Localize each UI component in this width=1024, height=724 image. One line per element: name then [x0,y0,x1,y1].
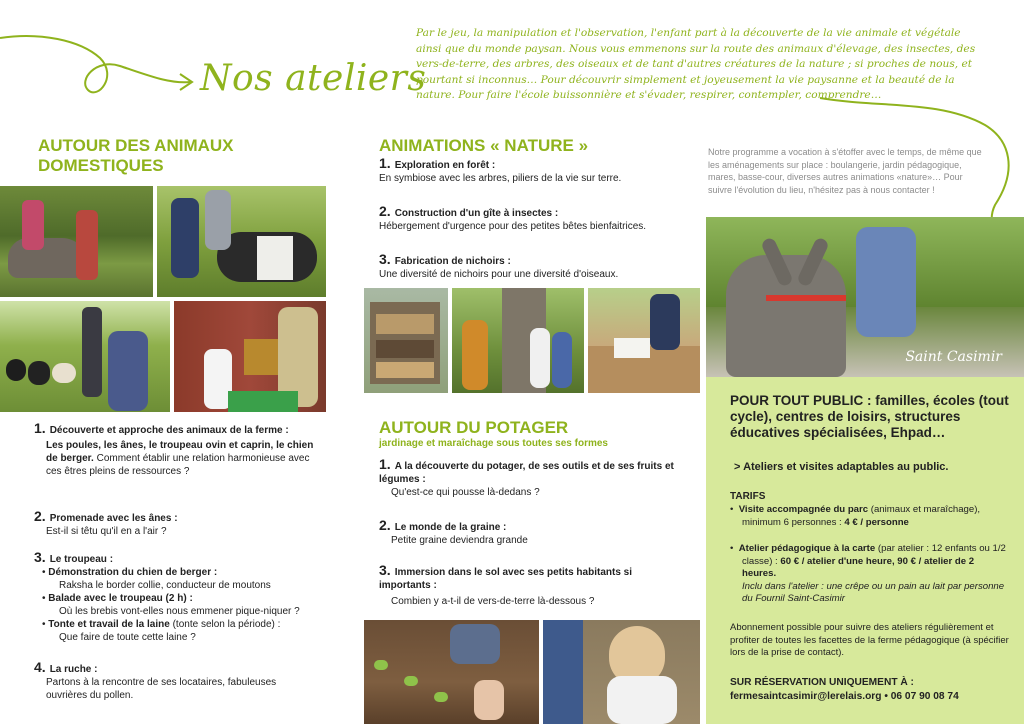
nature-heading: ANIMATIONS « NATURE » [379,136,589,155]
item-number: 2. [379,203,391,219]
tarif-title: Atelier pédagogique à la carte [738,543,876,554]
item-text: Comment établir une relation harmonieuse avec ces êtres pleins de ressources ? [46,453,310,477]
tarif-text: (par atelier : 12 enfants ou 1/2 classe) : [742,543,1006,567]
potager-item-3 [379,564,679,608]
item-text: En symbiose avec les arbres, piliers de la vie sur terre. [379,173,622,184]
program-note: Notre programme a vocation à s'étoffer avec le temps, de même que les aménagements sur place : boulangerie, jardin pédagogique, mares, basse-cour, diverses autres animations «nature»… Pour suivre l'évolution du lieu, n'hésitez pas à nous contacter ! [708,147,982,195]
photo-garden-planting [364,620,539,724]
photo-sheep-flock [0,301,170,412]
reservation-block [730,676,959,704]
item-number: 1. [379,456,391,472]
item-title: La ruche : [49,664,98,675]
potager-item-1 [379,458,679,499]
nature-item-3 [379,253,699,281]
item-number: 2. [379,517,391,533]
nature-item-1 [379,157,699,185]
public-bold: POUR TOUT PUBLIC : [730,393,872,408]
item-title: Exploration en forêt : [394,160,496,171]
tarif-title: Visite accompagnée du parc [738,504,869,515]
item-title: Le monde de la graine : [394,522,507,533]
animaux-item-4 [34,661,304,702]
bullet-text: Raksha le border collie, conducteur de moutons [59,580,271,591]
item-bold-text: Les poules, les ânes, le troupeau ovin et caprin, le chien de berger. [46,440,314,464]
photo-insect-hotel [364,288,448,393]
item-title: Le troupeau : [49,554,114,565]
item-text: Petite graine deviendra grande [391,535,528,546]
tarif-item-1: • Visite accompagnée du parc (animaux et maraîchage), minimum 6 personnes : 4 € / personne [730,504,981,528]
bullet-title: Tonte et travail de la laine [48,619,170,630]
tarif-note: Inclu dans l'atelier : une crêpe ou un pain au lait par personne du Fournil Saint-Casimir [742,580,1005,604]
photo-donkey [706,217,1024,377]
item-title: Immersion dans le sol avec ses petits habitants si importants : [379,567,633,591]
animaux-item-3 [34,551,334,644]
item-text: Partons à la rencontre de ses locataires, fabuleuses ouvrières du pollen. [46,677,277,701]
item-title: A la découverte du potager, de ses outils et de ses fruits et légumes : [379,461,674,485]
bullet-item: • Tonte et travail de la laine (tonte selon la période) : [42,619,281,630]
potager-subheading: jardinage et maraîchage sous toutes ses formes [379,438,608,449]
contact-phone[interactable]: 06 07 90 08 74 [890,691,959,702]
item-number: 2. [34,508,46,524]
item-number: 4. [34,659,46,675]
item-text: Qu'est-ce qui pousse là-dedans ? [391,487,540,498]
tarifs-title: TARIFS [730,491,766,502]
item-title: Découverte et approche des animaux de la ferme : [49,425,289,436]
photo-donkey-children [0,186,153,297]
item-text: Combien y a-t-il de vers-de-terre là-dessous ? [391,596,595,607]
potager-heading: AUTOUR DU POTAGER [379,418,569,437]
photo-forest-tree [452,288,584,393]
bullet-text: Où les brebis vont-elles nous emmener pique-niquer ? [59,606,300,617]
photo-birdhouse-building [588,288,700,393]
bullet-title: Balade avec le troupeau (2 h) : [48,593,193,604]
item-number: 1. [379,155,391,171]
nature-item-2 [379,205,699,233]
bullet-item: • Démonstration du chien de berger : [42,567,218,578]
item-text: Est-il si têtu qu'il en a l'air ? [46,526,167,537]
tarif-item-2: • Atelier pédagogique à la carte (par atelier : 12 enfants ou 1/2 classe) : 60 € / atelier d'une heure, 90 € / atelier de 2 heures. Inclu dans l'atelier : une crêpe ou un pain au lait par personne du Fournil Saint-Casimir [730,543,1010,606]
public-list: familles, écoles (tout cycle), centres de loisirs, structures éducatives spécialisées, Ehpad… [730,393,1009,440]
photo-child-garden [543,620,700,724]
tarif-price: 4 € / personne [844,516,909,528]
bullet-title: Démonstration du chien de berger : [48,567,218,578]
bullet-text: Que faire de toute cette laine ? [59,632,196,643]
public-text [730,393,1010,441]
item-number: 1. [34,420,46,436]
item-text: Hébergement d'urgence pour des petites bêtes bienfaitrices. [379,221,647,232]
animaux-heading [38,136,234,176]
item-text: Une diversité de nichoirs pour une diversité d'oiseaux. [379,269,619,280]
potager-item-2 [379,519,679,547]
photo-goat-child [157,186,326,297]
animaux-item-1 [34,422,324,478]
animaux-item-2 [34,510,324,538]
contact-email[interactable]: fermesaintcasimir@lerelais.org [730,691,882,702]
animaux-heading-line1: AUTOUR DES ANIMAUX [38,136,234,155]
contact-separator: • [884,691,888,702]
bullet-item: • Balade avec le troupeau (2 h) : [42,593,193,604]
reservation-title: SUR RÉSERVATION UNIQUEMENT À : [730,677,914,688]
intro-text: Par le jeu, la manipulation et l'observation, l'enfant part à la découverte de la vie animale et végétale ainsi que du monde paysan. Nous vous emmenons sur la route des animaux d'élevage, des insectes, des vers-de-terre, des arbres, des oiseaux et de tant d'autres créatures de la nature ; si proches de nous, et pourtant si inconnus… Pour découvrir simplement et joyeusement la vie paysanne et la beauté de la nature. Pour faire l'école buissonnière et s'évader, respirer, contempler, comprendre… [416,27,976,101]
tarif-text: (animaux et maraîchage), minimum 6 personnes : [742,504,981,528]
item-number: 3. [379,562,391,578]
signature-text: Saint Casimir [905,349,1002,365]
item-number: 3. [34,549,46,565]
page-title: Nos ateliers [200,58,427,99]
abonnement-text: Abonnement possible pour suivre des ateliers régulièrement et profiter de toutes les facettes de la ferme pédagogique (à spécifier lors de la prise de contact). [730,622,1009,658]
item-title: Construction d'un gîte à insectes : [394,208,559,219]
public-subtext: > Ateliers et visites adaptables au public. [734,461,949,473]
photo-beehive [174,301,326,412]
item-number: 3. [379,251,391,267]
item-title: Fabrication de nichoirs : [394,256,511,267]
bullet-extra: (tonte selon la période) : [169,619,281,630]
animaux-heading-line2: DOMESTIQUES [38,156,164,175]
item-title: Promenade avec les ânes : [49,513,178,524]
tarif-price: 60 € / atelier d'une heure, 90 € / atelier de 2 heures. [742,555,975,579]
